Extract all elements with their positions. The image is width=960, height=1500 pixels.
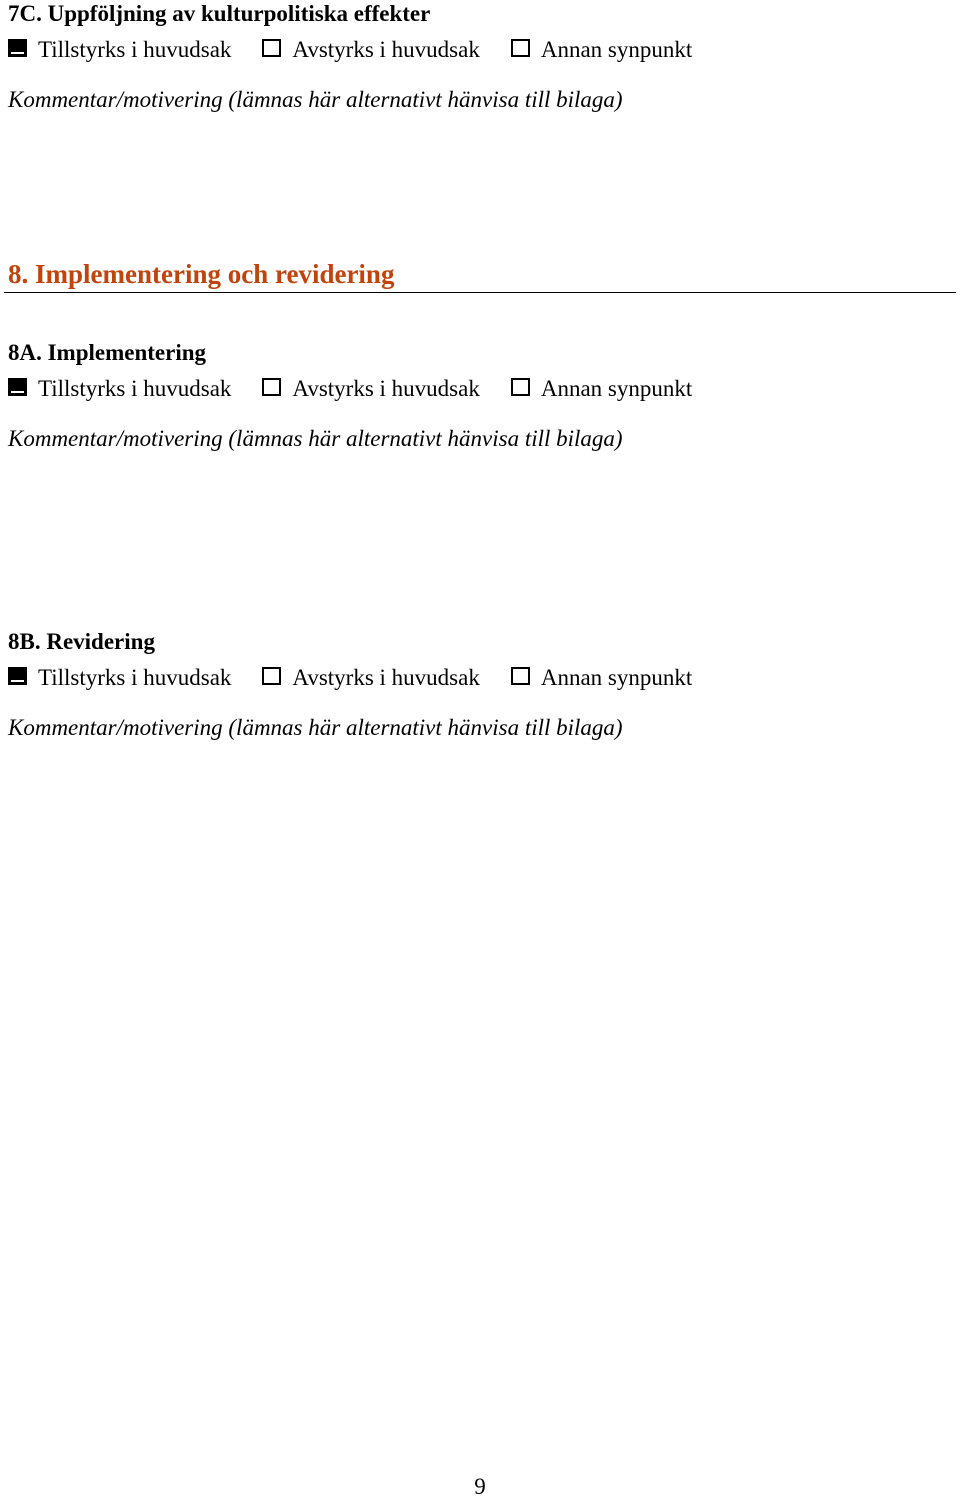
option-reject-label: Avstyrks i huvudsak (292, 665, 480, 690)
checked-checkbox-icon[interactable] (8, 378, 27, 396)
option-other[interactable] (511, 36, 692, 64)
chapter-heading: 8. Implementering och revidering (8, 259, 395, 289)
option-reject-label: Avstyrks i huvudsak (292, 376, 480, 401)
empty-checkbox-icon[interactable] (262, 378, 281, 396)
option-other-label: Annan synpunkt (540, 665, 693, 690)
heading-divider (4, 292, 956, 293)
section-7c (8, 0, 956, 114)
empty-checkbox-icon[interactable] (262, 39, 281, 57)
option-reject[interactable] (262, 664, 479, 692)
section-heading: 8B. Revidering (8, 629, 155, 654)
empty-checkbox-icon[interactable] (511, 378, 530, 396)
section-heading: 7C. Uppföljning av kulturpolitiska effekter (8, 1, 431, 26)
comment-label: Kommentar/motivering (lämnas här alternativt hänvisa till bilaga) (8, 426, 623, 451)
option-other[interactable] (511, 375, 692, 403)
page-number: 9 (474, 1474, 486, 1499)
section-8a (8, 339, 956, 453)
option-other[interactable] (511, 664, 692, 692)
comment-label: Kommentar/motivering (lämnas här alternativt hänvisa till bilaga) (8, 87, 623, 112)
option-other-label: Annan synpunkt (540, 376, 693, 401)
option-approve-label: Tillstyrks i huvudsak (38, 376, 232, 401)
option-approve[interactable] (8, 375, 231, 403)
option-approve[interactable] (8, 664, 231, 692)
option-approve-label: Tillstyrks i huvudsak (38, 665, 232, 690)
checked-checkbox-icon[interactable] (8, 667, 27, 685)
empty-checkbox-icon[interactable] (262, 667, 281, 685)
checked-checkbox-icon[interactable] (8, 39, 27, 57)
empty-checkbox-icon[interactable] (511, 667, 530, 685)
option-other-label: Annan synpunkt (540, 37, 693, 62)
section-8b (8, 628, 956, 742)
option-approve-label: Tillstyrks i huvudsak (38, 37, 232, 62)
option-reject-label: Avstyrks i huvudsak (292, 37, 480, 62)
section-heading: 8A. Implementering (8, 340, 207, 365)
option-group (8, 36, 956, 64)
comment-label: Kommentar/motivering (lämnas här alternativt hänvisa till bilaga) (8, 715, 623, 740)
option-reject[interactable] (262, 375, 479, 403)
empty-checkbox-icon[interactable] (511, 39, 530, 57)
option-group (8, 664, 956, 692)
option-approve[interactable] (8, 36, 231, 64)
option-group (8, 375, 956, 403)
option-reject[interactable] (262, 36, 479, 64)
